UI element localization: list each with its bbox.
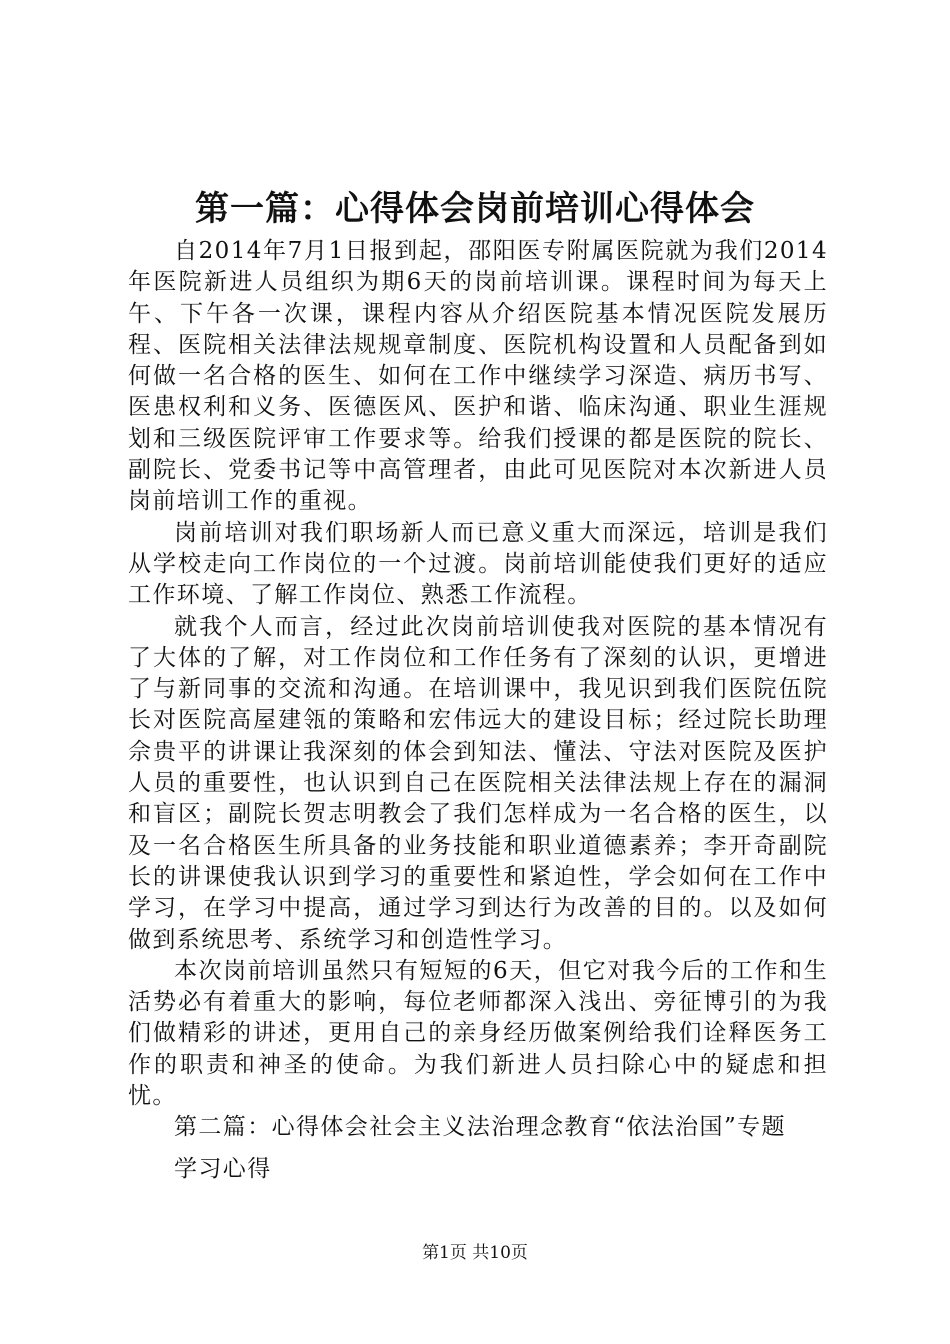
page-number-footer: 第1页 共10页 (422, 1243, 528, 1263)
paragraph-2: 岗前培训对我们职场新人而已意义重大而深远，培训是我们从学校走向工作岗位的一个过渡。岗前培训能使我们更好的适应工作环境、了解工作岗位、熟悉工作流程。 (128, 519, 828, 609)
paragraph-4: 本次岗前培训虽然只有短短的6天，但它对我今后的工作和生活势必有着重大的影响，每位老师都深入浅出、旁征博引的为我们做精彩的讲述，更用自己的亲身经历做案例给我们诠释医务工作的职责和神圣的使命。为我们新进人员扫除心中的疑虑和担忧。 (128, 957, 828, 1110)
paragraph-1: 自2014年7月1日报到起，邵阳医专附属医院就为我们2014年医院新进人员组织为期6天的岗前培训课。课程时间为每天上午、下午各一次课，课程内容从介绍医院基本情况医院发展历程、医院相关法律法规规章制度、医院机构设置和人员配备到如何做一名合格的医生、如何在工作中继续学习深造、病历书写、医患权利和义务、医德医风、医护和谐、临床沟通、职业生涯规划和三级医院评审工作要求等。给我们授课的都是医院的院长、副院长、党委书记等中高管理者，由此可见医院对本次新进人员岗前培训工作的重视。 (128, 238, 828, 515)
document-body (128, 236, 828, 1185)
paragraph-3: 就我个人而言，经过此次岗前培训使我对医院的基本情况有了大体的了解，对工作岗位和工作任务有了深刻的认识，更增进了与新同事的交流和沟通。在培训课中，我见识到我们医院伍院长对医院高屋建瓴的策略和宏伟远大的建设目标；经过院长助理佘贵平的讲课让我深刻的体会到知法、懂法、守法对医院及医护人员的重要性，也认识到自己在医院相关法律法规上存在的漏洞和盲区；副院长贺志明教会了我们怎样成为一名合格的医生，以及一名合格医生所具备的业务技能和职业道德素养；李开奇副院长的讲课使我认识到学习的重要性和紧迫性，学会如何在工作中学习，在学习中提高，通过学习到达行为改善的目的。以及如何做到系统思考、系统学习和创造性学习。 (128, 613, 828, 953)
document-title: 第一篇：心得体会岗前培训心得体会 (195, 189, 755, 229)
section-subheading: 学习心得 (174, 1155, 272, 1182)
section-heading-2: 第二篇：心得体会社会主义法治理念教育“依法治国”专题 (174, 1114, 786, 1141)
